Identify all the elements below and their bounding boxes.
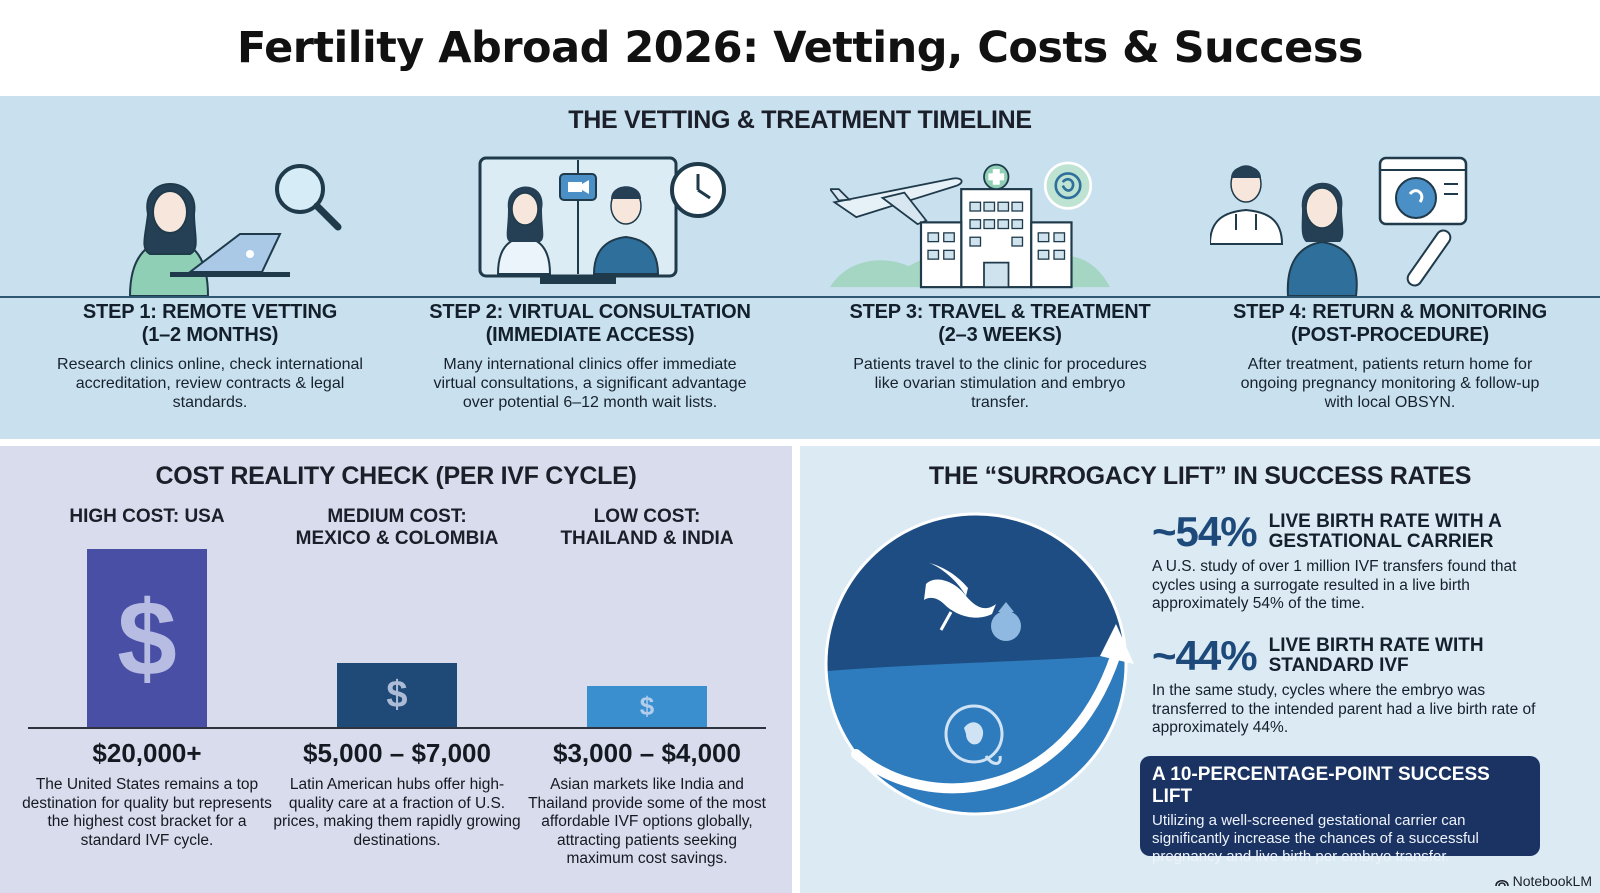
stat-standard-ivf-description: In the same study, cycles where the embryo was transferred to the intended parent had a live birth rate of approximately 44%.: [1152, 682, 1536, 736]
stat-gestational-carrier-description: A U.S. study of over 1 million IVF transfers found that cycles using a surrogate resulted in a live birth approximately 54% of the time.: [1152, 558, 1517, 612]
cost-bar-low: [587, 686, 707, 727]
cost-price-medium: $5,000 – $7,000: [303, 738, 491, 768]
step-4-title: STEP 4: RETURN & MONITORING: [1233, 301, 1547, 323]
cost-heading: COST REALITY CHECK (PER IVF CYCLE): [155, 462, 637, 490]
stat-standard-ivf-number: ~44%: [1152, 632, 1257, 679]
cost-tier-low-label-line1: LOW COST:: [593, 506, 701, 527]
step-3-description: Patients travel to the clinic for procedures like ovarian stimulation and embryo transfer.: [853, 356, 1147, 411]
airplane-icon: [830, 178, 962, 224]
stat-gestational-carrier-number: ~54%: [1152, 508, 1257, 555]
success-circle-graphic: [816, 504, 1136, 824]
step-4-description: After treatment, patients return home for ongoing pregnancy monitoring & follow-up with local OBSYN.: [1240, 356, 1540, 411]
cost-tier-low-label: [522, 506, 772, 550]
cost-desc-low: Asian markets like India and Thailand provide some of the most affordable IVF options globally, attracting patients seeking maximum cost savings.: [528, 776, 766, 867]
timeline-line: [0, 296, 1600, 298]
cost-tier-low-label-line2: THAILAND & INDIA: [560, 528, 734, 549]
cost-price-high: $20,000+: [92, 738, 202, 768]
cost-price-low: $3,000 – $4,000: [553, 738, 741, 768]
timeline-section: [0, 96, 1600, 439]
cost-desc-medium: Latin American hubs offer high-quality care at a fraction of U.S. prices, making them rapidly growing destinations.: [273, 776, 521, 849]
success-lift-callout: [1140, 756, 1540, 865]
cost-tier-high-label: [22, 506, 272, 528]
step-1-title: STEP 1: REMOTE VETTING: [82, 301, 338, 323]
video-call-monitor-icon: [480, 158, 676, 284]
step-2-duration: (IMMEDIATE ACCESS): [485, 324, 695, 346]
step-4-duration: (POST-PROCEDURE): [1291, 324, 1489, 346]
success-heading: THE “SURROGACY LIFT” IN SUCCESS RATES: [928, 462, 1472, 490]
dollar-icon: $: [386, 673, 408, 716]
brand-footer: [1495, 873, 1592, 889]
cost-tier-medium-label-line1: MEDIUM COST:: [327, 506, 467, 527]
step-3-illustration: [830, 154, 1110, 296]
ultrasound-screen-icon: [1380, 158, 1466, 224]
success-section: [800, 446, 1600, 893]
stat-standard-ivf: [1152, 632, 1552, 738]
stat-gestational-carrier-label-line1: LIVE BIRTH RATE WITH A: [1268, 511, 1502, 532]
brand-name: NotebookLM: [1512, 873, 1592, 889]
timeline-step-4: [1200, 301, 1580, 412]
step-1-duration: (1–2 MONTHS): [141, 324, 279, 346]
cost-bar-medium: [337, 663, 457, 727]
cost-bar-high: [87, 549, 207, 727]
pregnant-woman-icon: [1288, 183, 1357, 296]
page-title: Fertility Abroad 2026: Vetting, Costs & Success: [236, 23, 1364, 73]
cost-tier-medium-label: [272, 506, 522, 550]
doctor-icon: [1210, 166, 1282, 244]
cost-baseline: [28, 727, 766, 729]
timeline-heading: THE VETTING & TREATMENT TIMELINE: [568, 106, 1032, 134]
step-3-title: STEP 3: TRAVEL & TREATMENT: [849, 301, 1151, 323]
embryo-bubble-icon: [1045, 163, 1091, 209]
notebooklm-logo-icon: [1495, 875, 1509, 887]
step-2-illustration: [470, 154, 750, 296]
cost-tier-high-label-line1: HIGH COST: USA: [69, 506, 225, 527]
timeline-step-1: [20, 301, 400, 412]
step-2-description: Many international clinics offer immediate virtual consultations, a significant advantage over potential 6–12 month wait lists.: [433, 356, 747, 411]
stat-gestational-carrier-label-line2: GESTATIONAL CARRIER: [1268, 531, 1494, 552]
dollar-icon: $: [639, 691, 655, 721]
step-1-description: Research clinics online, check international accreditation, review contracts & legal standards.: [57, 356, 363, 411]
stat-gestational-carrier: [1152, 508, 1552, 614]
cost-tier-medium-label-line2: MEXICO & COLOMBIA: [295, 528, 499, 549]
success-lift-title: A 10-PERCENTAGE-POINT SUCCESS LIFT: [1152, 764, 1490, 807]
step-1-illustration: [90, 154, 370, 296]
timeline-step-2: [400, 301, 780, 412]
timeline-step-3: [810, 301, 1190, 412]
woman-laptop-icon: [130, 184, 290, 296]
stat-standard-ivf-label-line1: LIVE BIRTH RATE WITH: [1268, 635, 1484, 656]
clock-icon: [672, 164, 724, 216]
cost-desc-high: The United States remains a top destination for quality but represents the highest cost bracket for a standard IVF cycle.: [22, 776, 272, 849]
stat-standard-ivf-label-line2: STANDARD IVF: [1268, 655, 1409, 676]
magnifier-icon: [277, 166, 338, 227]
step-2-title: STEP 2: VIRTUAL CONSULTATION: [429, 301, 751, 323]
step-3-duration: (2–3 WEEKS): [938, 324, 1062, 346]
pregnancy-test-icon: [1405, 228, 1453, 288]
dollar-icon: $: [117, 578, 177, 698]
step-4-illustration: [1210, 154, 1490, 296]
cost-section: [0, 446, 792, 893]
success-lift-description: Utilizing a well-screened gestational carrier can significantly increase the chances of a successful pregnancy and live birth per embryo transfer.: [1152, 812, 1479, 865]
